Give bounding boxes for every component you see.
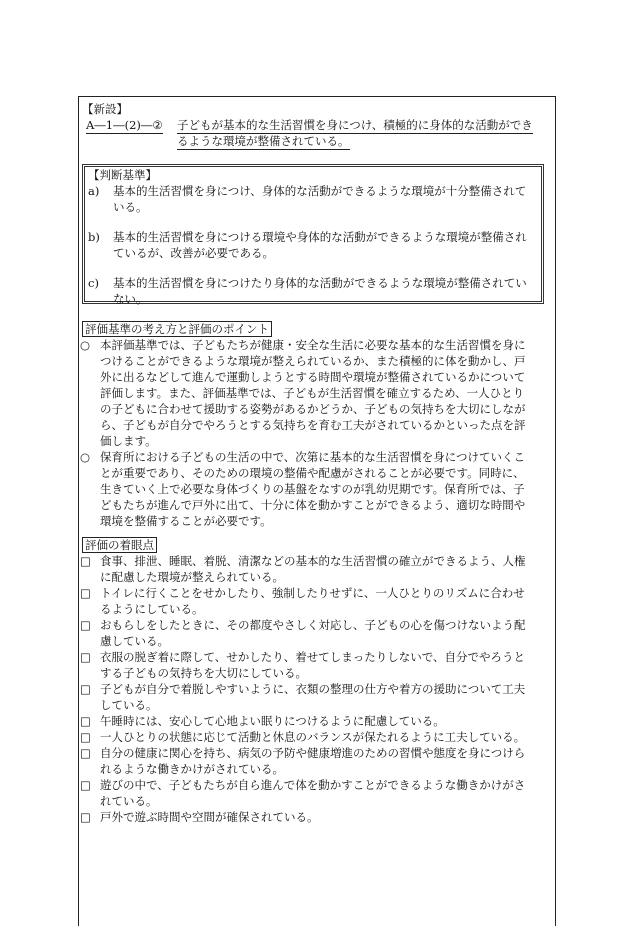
checklist-line: に配慮した環境が整えられている。 [100,570,284,584]
criteria-a-mark: a) [88,184,100,198]
approach-1-line: 評価します。また、評価基準では、子どもが生活習慣を確立するため、一人ひとり [100,386,525,400]
checklist-line: トイレに行くことをせかしたり、強制したりせずに、一人ひとりのリズムに合わせ [100,586,525,600]
checkbox-mark: □ [80,778,91,792]
checklist-line: 一人ひとりの状態に応じて活動と休息のバランスが保たれるように工夫している。 [100,730,526,744]
criteria-heading: 【判断基準】 [88,168,157,182]
checkbox-mark: □ [80,554,91,568]
checklist-line: 衣服の脱ぎ着に際して、せかしたり、着せてしまったりしないで、自分でやろうと [100,650,526,664]
checklist-line: する子どもの気持ちを大切にしている。 [100,666,307,680]
criteria-c-line-1: 基本的生活習慣を身につけたり身体的な活動ができるような環境が整備されてい [113,276,527,290]
criteria-c-mark: c) [88,276,99,290]
approach-1-line: 価します。 [100,434,157,448]
item-title-line-1: 子どもが基本的な生活習慣を身につけ、積極的に身体的な活動ができ [177,118,533,132]
checklist-line: れるような働きかけがされている。 [100,762,284,776]
checkbox-mark: □ [80,586,91,600]
criteria-c-line-2: ない。 [113,292,148,306]
checklist-line: 自分の健康に関心を持ち、病気の予防や健康増進のための習慣や態度を身につけら [100,746,526,760]
approach-1-line: つけることができるような環境が整えられているか、また積極的に体を動かし、戸 [100,354,526,368]
checkbox-mark: □ [80,714,91,728]
checklist-line: おもらしをしたときに、その都度やさしく対応し、子どもの心を傷つけないよう配 [100,618,526,632]
checklist-line: 午睡時には、安心して心地よい眠りにつけるように配慮している。 [100,714,445,728]
approach-1-line: 本評価基準では、子どもたちが健康・安全な生活に必要な基本的な生活習慣を身に [100,338,526,352]
checklist-line: 戸外で遊ぶ時間や空間が確保されている。 [100,810,319,824]
header-tag: 【新設】 [82,102,128,116]
approach-heading: 評価基準の考え方と評価のポイント [82,321,272,337]
checkbox-mark: □ [80,746,91,760]
item-code: A―1―(2)―② [86,118,163,132]
checklist-line: れている。 [100,794,158,808]
approach-2-line: 環境を整備することが必要です。 [100,514,272,528]
checklist-heading: 評価の着眼点 [82,537,157,553]
checkbox-mark: □ [80,618,91,632]
criteria-b-line-2: ているが、改善が必要である。 [113,246,274,260]
checkbox-mark: □ [80,730,91,744]
checkbox-mark: □ [80,682,91,696]
checklist-line: るようにしている。 [100,602,204,616]
checklist-line: 食事、排泄、睡眠、着脱、清潔などの基本的な生活習慣の確立ができるよう、人権 [100,554,526,568]
criteria-b-line-1: 基本的生活習慣を身につける環境や身体的な活動ができるような環境が整備され [113,230,527,244]
criteria-b-mark: b) [88,230,100,244]
approach-2-line: どもたちが進んで戸外に出て、十分に体を動かすことができるよう、適切な時間や [100,498,526,512]
checklist-line: 遊びの中で、子どもたちが自ら進んで体を動かすことができるような働きかけがさ [100,778,526,792]
checklist-line: している。 [100,698,158,712]
item-title-line-2: るような環境が整備されている。 [177,134,350,148]
criteria-a-line-2: いる。 [113,200,148,214]
approach-1-line: 外に出るなどして進んで運動しようとする時間や環境が整備されているかについて [100,370,526,384]
criteria-a-line-1: 基本的生活習慣を身につけ、身体的な活動ができるような環境が十分整備されて [113,184,527,198]
approach-2-line: とが重要であり、そのための環境の整備や配慮がされることが必要です。同時に、 [100,466,525,480]
approach-2-line: 生きていく上で必要な身体づくりの基盤をなすのが乳幼児期です。保育所では、子 [100,482,525,496]
checkbox-mark: □ [80,810,91,824]
approach-1-line: の子どもに合わせて援助する姿勢があるかどうか、子どもの気持ちを大切にしなが [100,402,526,416]
approach-bullet: ○ [80,338,91,352]
checklist-line: 慮している。 [100,634,169,648]
approach-2-line: 保育所における子どもの生活の中で、次第に基本的な生活習慣を身につけていくこ [100,450,526,464]
checkbox-mark: □ [80,650,91,664]
approach-1-line: ら、子どもが自分でやろうとする気持ちを育む工夫がされているかといった点を評 [100,418,526,432]
approach-bullet: ○ [80,450,91,464]
checklist-line: 子どもが自分で着脱しやすいように、衣類の整理の仕方や着方の援助について工夫 [100,682,526,696]
